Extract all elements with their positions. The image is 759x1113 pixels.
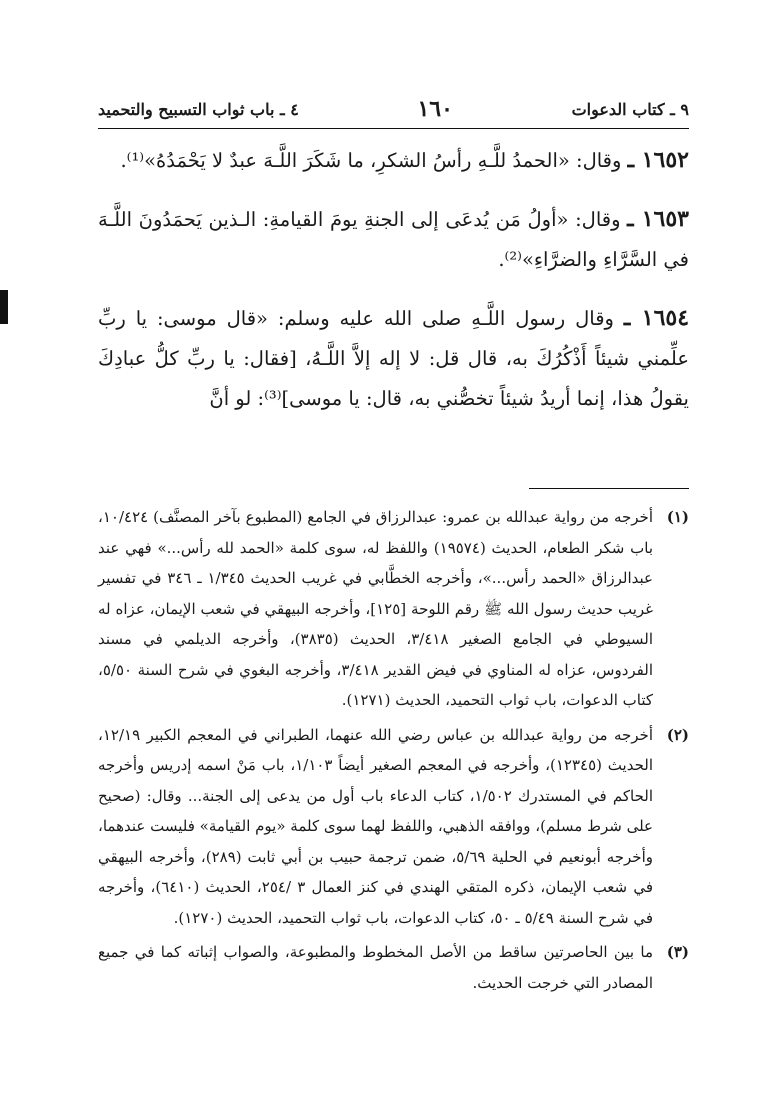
footnote-3 [98,937,689,998]
main-text [98,140,689,437]
hadith-text: وقال: «أولُ مَن يُدعَى إلى الجنةِ يومَ القيامةِ: الـذين يَحمَدُونَ اللَّـهَ في السَّرَّاءِ والضرَّاءِ»⁽²⁾. [98,208,689,271]
footnotes [98,502,689,1002]
page-edge-mark [0,290,8,324]
footnote-text: ما بين الحاصرتين ساقط من الأصل المخطوط والمطبوعة، والصواب إثباته كما في جميع المصادر التي خرجت الحديث. [98,943,653,992]
hadith-1654 [98,298,689,419]
footnote-2 [98,720,689,934]
chapter-title: ٩ ـ كتاب الدعوات [571,99,689,119]
footnote-number: (٢) [666,725,689,744]
running-header [98,92,689,126]
section-title: ٤ ـ باب ثواب التسبيح والتحميد [98,99,299,119]
hadith-number: ١٦٥٤ ـ [623,305,690,331]
hadith-number: ١٦٥٣ ـ [627,206,689,232]
footnote-text: أخرجه من رواية عبدالله بن عباس رضي الله عنهما، الطبراني في المعجم الكبير ١٢/١٩، الحديث (١٢٣٤٥)، وأخرجه في المعجم الصغير أيضاً ١/١٠٣، باب مَنْ اسمه إدريس وأخرجه الحاكم في المستدرك ١/٥٠٢، كتاب الدعاء باب أول من يدعى إلى الجنة... وقال: (صحيح على شرط مسلم)، ووافقه الذهبي، واللفظ لهما سوى كلمة «يوم القيامة» فليست عندهما، وأخرجه أبونعيم في الحلية ٥/٦٩، ضمن ترجمة حبيب بن أبي ثابت (٢٨٩)، وأخرجه البيهقي في شعب الإيمان، ذكره المتقي الهندي في كنز العمال ٣ /٢٥٤، الحديث (٦٤١٠)، وأخرجه في شرح السنة ٥/٤٩ ـ ٥٠، كتاب الدعوات، باب ثواب التحميد، الحديث (١٢٧٠). [98,725,653,927]
footnote-separator [529,488,689,489]
hadith-1653 [98,199,689,280]
footnote-number: (١) [666,508,689,526]
hadith-number: ١٦٥٢ ـ [627,147,689,173]
header-rule [98,128,689,129]
hadith-text: وقال: «الحمدُ للَّـهِ رأسُ الشكرِ، ما شَكَرَ اللَّـهَ عبدٌ لا يَحْمَدُهُ»⁽¹⁾. [120,149,622,172]
page-number: ١٦٠ [417,96,453,122]
hadith-text: وقال رسول اللَّـهِ صلى الله عليه وسلم: «قال موسى: يا ربِّ علِّمني شيئاً أَذْكُرُكَ به، قال قل: لا إله إلاَّ اللَّـهُ، [فقال: يا ربِّ كلُّ عبادِكَ يقولُ هذا، إنما أريدُ شيئاً تخصُّني به، قال: يا موسى]⁽³⁾: لو أنَّ [98,307,689,410]
footnote-number: (٣) [666,943,689,961]
footnote-1 [98,502,689,716]
hadith-1652 [98,140,689,181]
footnote-text: أخرجه من رواية عبدالله بن عمرو: عبدالرزاق في الجامع (المطبوع بآخر المصنَّف) ١٠/٤٢٤، باب شكر الطعام، الحديث (١٩٥٧٤) واللفظ له، سوى كلمة «الحمد لله رأس...» فهي عند عبدالرزاق «الحمد رأس...»، وأخرجه الخطَّابي في غريب الحديث ١/٣٤٥ ـ ٣٤٦ في تفسير غريب حديث رسول الله ﷺ رقم اللوحة [١٢٥]، وأخرجه البيهقي في شعب الإيمان، عزاه له السيوطي في الجامع الصغير ٣/٤١٨، الحديث (٣٨٣٥)، وأخرجه الديلمي في مسند الفردوس، عزاه له المناوي في فيض القدير ٣/٤١٨، وأخرجه البغوي في شرح السنة ٥/٥٠، كتاب الدعوات، باب ثواب التحميد، الحديث (١٢٧١). [98,508,653,709]
